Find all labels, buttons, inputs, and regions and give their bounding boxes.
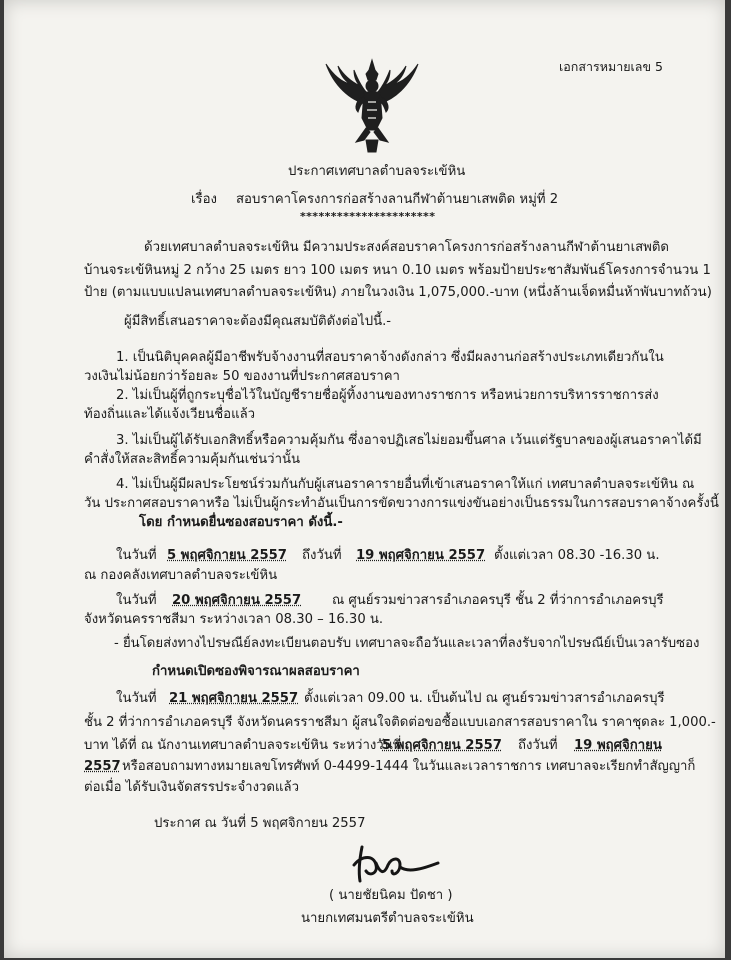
opening-date: 21 พฤศจิกายน 2557 bbox=[169, 691, 299, 706]
opening-sale-end-year: 2557 bbox=[84, 759, 121, 774]
qualification-2-line-2: ท้องถิ่นและได้แจ้งเวียนชื่อแล้ว bbox=[84, 407, 256, 422]
signatory-name: ( นายชัยนิคม ปัดชา ) bbox=[329, 888, 453, 903]
submission-3-mail: - ยื่นโดยส่งทางไปรษณีย์ลงทะเบียนตอบรับ เทศบาลจะถือวันและเวลาที่ลงรับจากไปรษณีย์เป็นเวลารับซอง bbox=[114, 636, 700, 651]
submission-1-to: ถึงวันที่ bbox=[302, 548, 342, 563]
intro-line-1: ด้วยเทศบาลตำบลจระเข้หิน มีความประสงค์สอบราคาโครงการก่อสร้างลานกีฬาต้านยาเสพติด bbox=[144, 240, 669, 255]
opening-line-1-rest: ตั้งแต่เวลา 09.00 น. เป็นต้นไป ณ ศูนย์รวมข่าวสารอำเภอครบุรี bbox=[304, 691, 665, 706]
qualification-3-line-2: คำสั่งให้สละสิทธิ์ความคุ้มกันเช่นว่านั้น bbox=[84, 452, 301, 467]
opening-sale-to: ถึงวันที่ bbox=[518, 738, 558, 753]
opening-line-5: ต่อเมื่อ ได้รับเงินจัดสรรประจำงวดแล้ว bbox=[84, 780, 299, 795]
submission-1-time: ตั้งแต่เวลา 08.30 -16.30 น. bbox=[494, 548, 660, 563]
qualification-4-line-2: วัน ประกาศสอบราคาหรือ ไม่เป็นผู้กระทำอันเป็นการขัดขวางการแข่งขันอย่างเป็นธรรมในการสอบราคาจ้างครั้งนี้ bbox=[84, 496, 719, 511]
document-number: เอกสารหมายเลข 5 bbox=[559, 59, 663, 74]
submission-2-place: ณ ศูนย์รวมข่าวสารอำเภอครบุรี ชั้น 2 ที่ว่าการอำเภอครบุรี bbox=[332, 593, 664, 608]
submission-heading: โดย กำหนดยื่นซองสอบราคา ดังนี้.- bbox=[139, 515, 343, 530]
qualification-4-line-1: 4. ไม่เป็นผู้มีผลประโยชน์ร่วมกันกับผู้เสนอราคารายอื่นที่เข้าเสนอราคาให้แก่ เทศบาลตำบลจระเข้หิน ณ bbox=[116, 477, 695, 492]
subject-text: สอบราคาโครงการก่อสร้างลานกีฬาต้านยาเสพติด หมู่ที่ 2 bbox=[236, 192, 559, 207]
document-page bbox=[4, 0, 725, 958]
opening-line-3-start: บาท ได้ที่ ณ นักงานเทศบาลตำบลจระเข้หิน ระหว่างวันที่ bbox=[84, 738, 402, 753]
submission-2-prefix: ในวันที่ bbox=[116, 593, 157, 608]
qualifications-heading: ผู้มีสิทธิ์เสนอราคาจะต้องมีคุณสมบัติดังต่อไปนี้.- bbox=[124, 314, 392, 329]
issuer-title: ประกาศเทศบาลตำบลจระเข้หิน bbox=[288, 164, 466, 179]
announcement-date: ประกาศ ณ วันที่ 5 พฤศจิกายน 2557 bbox=[154, 816, 366, 831]
opening-heading: กำหนดเปิดซองพิจารณาผลสอบราคา bbox=[152, 664, 360, 679]
signatory-title: นายกเทศมนตรีตำบลจระเข้หิน bbox=[301, 911, 474, 926]
signature-icon bbox=[352, 843, 442, 885]
opening-prefix: ในวันที่ bbox=[116, 691, 157, 706]
qualification-1-line-2: วงเงินไม่น้อยกว่าร้อยละ 50 ของงานที่ประกาศสอบราคา bbox=[84, 369, 400, 384]
submission-1-start-date: 5 พฤศจิกายน 2557 bbox=[167, 548, 287, 563]
qualification-3-line-1: 3. ไม่เป็นผู้ได้รับเอกสิทธิ์หรือความคุ้มกัน ซึ่งอาจปฏิเสธไม่ยอมขึ้นศาล เว้นแต่รัฐบาลของผู้เสนอราคาได้มี bbox=[116, 433, 702, 448]
submission-1-end-date: 19 พฤศจิกายน 2557 bbox=[356, 548, 486, 563]
qualification-2-line-1: 2. ไม่เป็นผู้ที่ถูกระบุชื่อไว้ในบัญชีรายชื่อผู้ทิ้งงานของทางราชการ หรือหน่วยการบริหารราชการส่ง bbox=[116, 388, 659, 403]
submission-1-place: ณ กองคลังเทศบาลตำบลจระเข้หิน bbox=[84, 568, 278, 583]
opening-sale-start-date: 5 พฤศจิกายน 2557 bbox=[382, 738, 502, 753]
garuda-emblem-icon bbox=[320, 56, 424, 156]
subject-label: เรื่อง bbox=[191, 192, 217, 207]
opening-line-2: ชั้น 2 ที่ว่าการอำเภอครบุรี จังหวัดนครราชสีมา ผู้สนใจติดต่อขอซื้อแบบเอกสารสอบราคาใน ราคาชุดละ 1,000.- bbox=[84, 715, 716, 730]
submission-1-prefix: ในวันที่ bbox=[116, 548, 157, 563]
opening-line-4-rest: หรือสอบถามทางหมายเลขโทรศัพท์ 0-4499-1444 ในวันและเวลาราชการ เทศบาลจะเรียกทำสัญญาก็ bbox=[122, 759, 696, 774]
qualification-1-line-1: 1. เป็นนิติบุคคลผู้มีอาชีพรับจ้างงานที่สอบราคาจ้างดังกล่าว ซึ่งมีผลงานก่อสร้างประเภทเดียวกันใน bbox=[116, 350, 664, 365]
submission-2-place-line-2: จังหวัดนครราชสีมา ระหว่างเวลา 08.30 – 16.30 น. bbox=[84, 612, 384, 627]
intro-line-2: บ้านจระเข้หินหมู่ 2 กว้าง 25 เมตร ยาว 100 เมตร หนา 0.10 เมตร พร้อมป้ายประชาสัมพันธ์โครงการจำนวน 1 bbox=[84, 263, 711, 278]
intro-line-3: ป้าย (ตามแบบแปลนเทศบาลตำบลจระเข้หิน) ภายในวงเงิน 1,075,000.-บาท (หนึ่งล้านเจ็ดหมื่นห้าพันบาทถ้วน) bbox=[84, 285, 712, 300]
divider: ********************** bbox=[300, 210, 436, 223]
opening-sale-end-date: 19 พฤศจิกายน bbox=[574, 738, 662, 753]
submission-2-date: 20 พฤศจิกายน 2557 bbox=[172, 593, 302, 608]
